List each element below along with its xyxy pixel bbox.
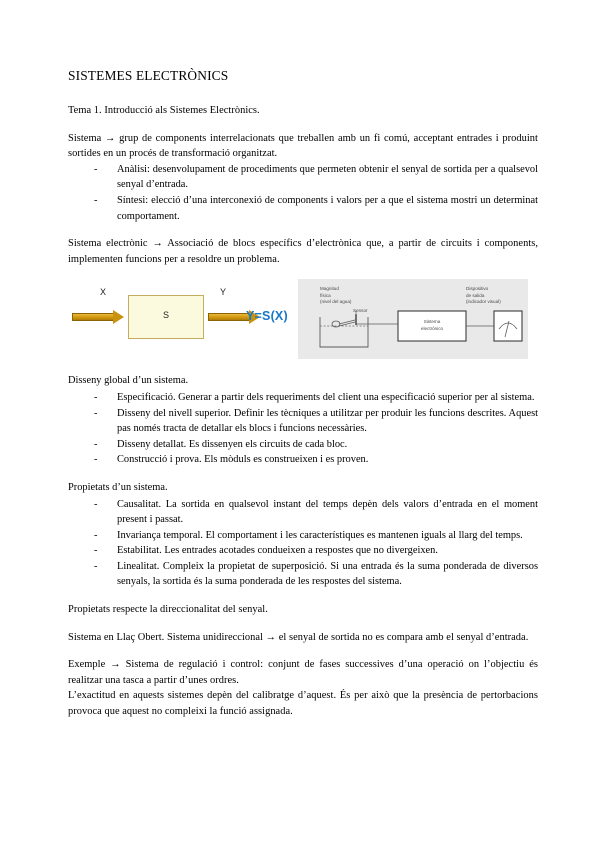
magnitude-label-line1: Magnitud: [320, 286, 339, 292]
page-title: SISTEMES ELECTRÒNICS: [68, 68, 229, 83]
list-item-label: Estabilitat. Les entrades acotades condueixen a respostes que no divergeixen.: [117, 545, 438, 557]
electronic-system-label-line2: electrónico: [420, 325, 444, 331]
list-item: [94, 406, 538, 437]
bullet-dash: -: [94, 194, 98, 206]
paragraph-llac-obert: Sistema en Llaç Obert. Sistema unidireccional → el senyal de sortida no es compara amb el senyal d’entrada.: [68, 631, 529, 643]
list-item-label: Disseny del nivell superior. Definir les tècniques a utilitzar per produir les funcions descrites. Aquest pas només tracta de detallar els blocs i funcions necessàries.: [117, 407, 538, 435]
list-item: [94, 528, 538, 544]
list-item-label: Anàlisi: desenvolupament de procediments que permeten obtenir el senyal de sortida per a qualsevol senyal d’entrada.: [117, 163, 538, 191]
bullet-dash: -: [94, 163, 98, 175]
output-device-label-line1: Dispositivo: [466, 286, 489, 292]
list-item-label: Invariança temporal. El comportament i les característiques es mantenen iguals al llarg del temps.: [117, 529, 523, 541]
list-item: [94, 193, 538, 224]
magnitude-label-line3: (nivel del agua): [320, 299, 352, 305]
list-item: [94, 452, 538, 468]
figure-system-block-diagram: [66, 279, 528, 359]
list-item: [94, 497, 538, 528]
paragraph-sistema-electronic: Sistema electrònic → Associació de blocs específics d’electrònica que, a partir de circuits i components, implementen funcions per a resoldre un problema.: [68, 238, 538, 265]
list-item: [94, 390, 538, 406]
list-item: [94, 437, 538, 453]
list-disseny: [68, 390, 538, 468]
output-device-label-line3: (indicador visual): [466, 299, 501, 305]
list-analisi-sintesi: [68, 162, 538, 224]
block-diagram: [72, 285, 310, 353]
bullet-dash: -: [94, 560, 98, 572]
heading-disseny-global: Disseny global d’un sistema.: [68, 375, 189, 387]
bullet-dash: -: [94, 391, 98, 403]
magnitude-label: [320, 286, 351, 305]
magnitude-label-line2: física: [320, 292, 331, 298]
electronic-system-label-line1: Sistema: [423, 319, 441, 325]
list-item: [94, 162, 538, 193]
formula-label: Y=S(X): [246, 309, 288, 324]
electronic-system-label: [405, 319, 459, 332]
system-box-label: S: [162, 310, 169, 321]
input-arrow-icon: [72, 310, 124, 324]
paragraph-exemple: Exemple → Sistema de regulació i control: conjunt de fases successives d’una operació on l’objectiu és realitzar una tasca a partir d’unes ordres.: [68, 659, 538, 686]
bullet-dash: -: [94, 498, 98, 510]
bullet-dash: -: [94, 529, 98, 541]
list-item-label: Síntesi: elecció d’una interconexió de components i valors per a que el sistema mostri un determinat comportament.: [117, 194, 538, 222]
list-propietats: [68, 497, 538, 591]
scanned-diagram: [298, 279, 528, 359]
heading-propietats: Propietats d’un sistema.: [68, 481, 168, 493]
paragraph-exactitud: L’exactitud en aquests sistemes depèn del calibratge d’aquest. És per això que la presència de pertorbacions provoca que aquest no compleixi la funció assignada.: [68, 690, 538, 718]
list-item-label: Causalitat. La sortida en qualsevol instant del temps depèn dels valors d’entrada en el moment present i passat.: [117, 498, 538, 526]
paragraph-sistema: Sistema → grup de components interrelacionats que treballen amb un fi comú, acceptant entrades i produint sortides en un procés de transformació organitzat.: [68, 132, 538, 160]
list-item-label: Especificació. Generar a partir dels requeriments del client una especificació superior per al sistema.: [117, 391, 535, 403]
output-device-label-line2: de salida: [466, 292, 485, 298]
paragraph-direccionalitat: Propietats respecte la direccionalitat del senyal.: [68, 604, 268, 616]
list-item-label: Linealitat. Compleix la propietat de superposició. Si una entrada és la suma ponderada de diversos senyals, la sortida és la suma ponderada de les respostes del sistema.: [117, 560, 538, 588]
bullet-dash: -: [94, 407, 98, 419]
output-label: Y: [220, 287, 227, 298]
bullet-dash: -: [94, 454, 98, 466]
list-item-label: Construcció i prova. Els mòduls es construeixen i es proven.: [117, 454, 369, 466]
topic-line: Tema 1. Introducció als Sistemes Electrònics.: [68, 105, 260, 116]
output-device-label: [466, 286, 501, 305]
system-box: [128, 295, 204, 339]
bullet-dash: -: [94, 545, 98, 557]
sensor-label: Sensor: [353, 308, 368, 314]
list-item-label: Disseny detallat. Es dissenyen els circuits de cada bloc.: [117, 438, 348, 450]
list-item: [94, 559, 538, 590]
bullet-dash: -: [94, 438, 98, 450]
input-label: X: [100, 287, 107, 298]
list-item: [94, 543, 538, 559]
